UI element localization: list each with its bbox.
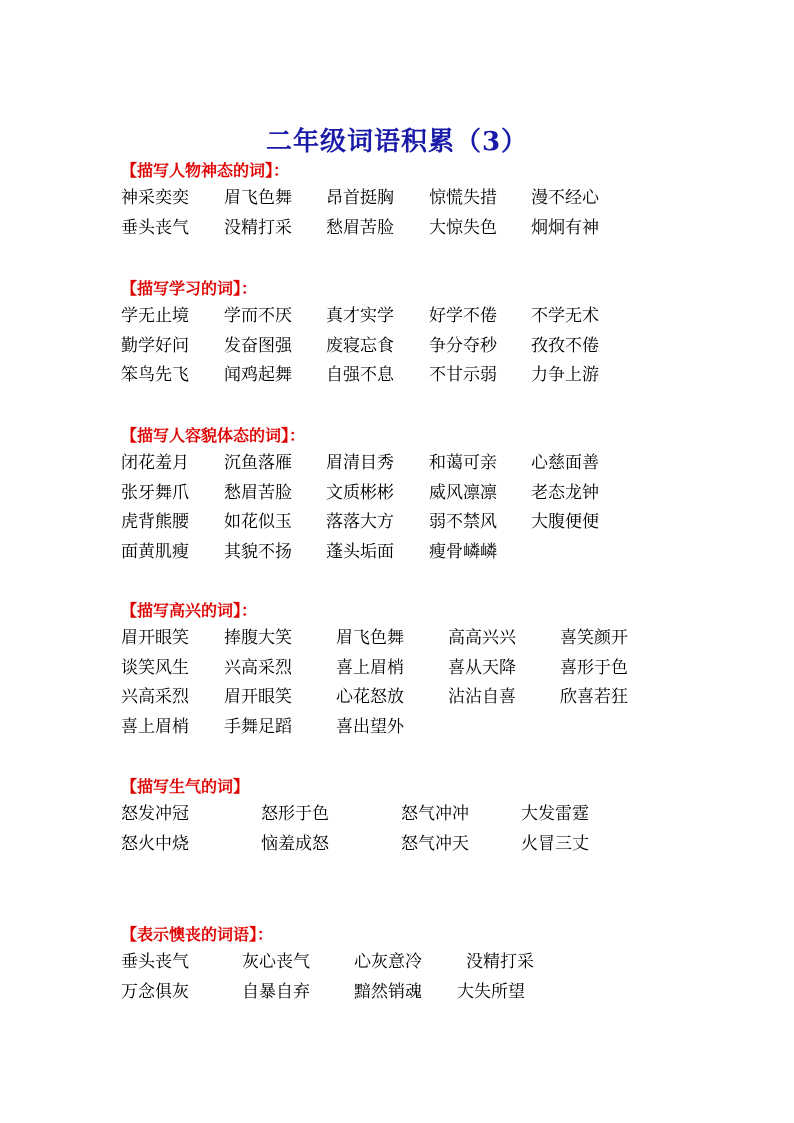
word: 喜上眉梢	[336, 657, 404, 678]
section-heading: 【描写高兴的词】：	[121, 601, 258, 620]
word-row	[121, 624, 628, 654]
word: 孜孜不倦	[531, 335, 599, 356]
word: 怒气冲冲	[401, 804, 469, 824]
section-angry	[121, 774, 589, 859]
word: 没精打采	[224, 217, 292, 238]
word: 愁眉苦脸	[326, 217, 394, 238]
word: 心灰意冷	[354, 952, 422, 972]
word-row	[121, 302, 599, 332]
section-heading: 【描写生气的词】	[121, 777, 250, 796]
word: 大失所望	[457, 981, 525, 1002]
word: 虎背熊腰	[121, 512, 189, 532]
word: 怒发冲冠	[121, 804, 189, 824]
word-row	[121, 654, 628, 684]
word: 垂头丧气	[121, 217, 189, 238]
word: 眉开眼笑	[224, 687, 292, 707]
word-row	[121, 479, 599, 509]
word: 喜上眉梢	[121, 716, 189, 737]
word: 学无止境	[121, 306, 189, 326]
word: 心花怒放	[336, 687, 404, 707]
word: 喜笑颜开	[560, 628, 628, 648]
word: 文质彬彬	[326, 482, 394, 503]
word: 沾沾自喜	[448, 687, 516, 707]
section-happy	[121, 598, 628, 742]
word: 怒气冲天	[401, 833, 469, 854]
word: 自强不息	[326, 365, 394, 385]
word: 真才实学	[326, 306, 394, 326]
word: 和蔼可亲	[429, 453, 497, 473]
word: 怒形于色	[261, 804, 329, 824]
word: 眉开眼笑	[121, 628, 189, 648]
word: 闻鸡起舞	[224, 365, 292, 385]
section-study	[121, 276, 599, 391]
word: 勤学好问	[121, 335, 189, 356]
word: 不甘示弱	[429, 365, 497, 385]
section-expression	[121, 158, 599, 243]
word: 怒火中烧	[121, 833, 189, 854]
word: 眉清目秀	[326, 453, 394, 473]
word-row	[121, 713, 404, 743]
word: 蓬头垢面	[326, 541, 394, 562]
word: 愁眉苦脸	[224, 482, 292, 503]
word: 大发雷霆	[521, 804, 589, 824]
section-heading: 【表示懊丧的词语】：	[121, 925, 274, 944]
section-heading: 【描写学习的词】：	[121, 279, 258, 298]
word: 弱不禁风	[429, 512, 497, 532]
word: 火冒三丈	[521, 833, 589, 854]
word: 欣喜若狂	[560, 687, 628, 707]
word: 其貌不扬	[224, 541, 292, 562]
word-row	[121, 683, 628, 713]
word: 眉飞色舞	[224, 188, 292, 208]
word: 万念俱灰	[121, 981, 189, 1002]
word: 神采奕奕	[121, 188, 189, 208]
word: 瘦骨嶙嶙	[429, 541, 497, 562]
word-row	[121, 508, 599, 538]
word-row	[121, 332, 599, 362]
word: 恼羞成怒	[261, 833, 329, 854]
word: 威风凛凛	[429, 482, 497, 503]
word: 喜从天降	[448, 657, 516, 678]
word-row	[121, 184, 599, 214]
word: 谈笑风生	[121, 657, 189, 678]
word: 喜出望外	[336, 716, 404, 737]
page-title: 二年级词语积累（3）	[265, 127, 529, 157]
word-row	[121, 800, 589, 830]
word: 喜形于色	[560, 657, 628, 678]
word-row	[121, 948, 534, 978]
word: 炯炯有神	[531, 217, 599, 238]
section-appearance	[121, 423, 599, 567]
word: 学而不厌	[224, 306, 292, 326]
word: 捧腹大笑	[224, 628, 292, 648]
word: 黯然销魂	[354, 981, 422, 1002]
word: 废寝忘食	[326, 335, 394, 356]
word: 面黄肌瘦	[121, 541, 189, 562]
word: 张牙舞爪	[121, 482, 189, 503]
word: 兴高采烈	[224, 657, 292, 678]
word: 争分夺秒	[429, 335, 497, 356]
word: 不学无术	[531, 306, 599, 326]
word: 没精打采	[466, 952, 534, 972]
word: 好学不倦	[429, 306, 497, 326]
word: 如花似玉	[224, 512, 292, 532]
word-row	[121, 978, 525, 1008]
word: 大腹便便	[531, 512, 599, 532]
word: 灰心丧气	[242, 952, 310, 972]
word-row	[121, 361, 599, 391]
word: 自暴自弃	[242, 981, 310, 1002]
word: 兴高采烈	[121, 687, 189, 707]
word: 落落大方	[326, 512, 394, 532]
word-row	[121, 830, 589, 860]
word: 闭花羞月	[121, 453, 189, 473]
word: 垂头丧气	[121, 952, 189, 972]
word-row	[121, 449, 599, 479]
word: 手舞足蹈	[224, 716, 292, 737]
word: 老态龙钟	[531, 482, 599, 503]
word: 高高兴兴	[448, 628, 516, 648]
section-dejected	[121, 922, 534, 1007]
word-row	[121, 214, 599, 244]
word: 力争上游	[531, 365, 599, 385]
word: 心慈面善	[531, 453, 599, 473]
word: 笨鸟先飞	[121, 365, 189, 385]
word: 昂首挺胸	[326, 188, 394, 208]
word: 发奋图强	[224, 335, 292, 356]
word: 眉飞色舞	[336, 628, 404, 648]
word: 惊慌失措	[429, 188, 497, 208]
section-heading: 【描写人容貌体态的词】：	[121, 426, 306, 445]
word: 漫不经心	[531, 188, 599, 208]
word: 大惊失色	[429, 217, 497, 238]
word-row	[121, 538, 497, 568]
section-heading: 【描写人物神态的词】：	[121, 161, 290, 180]
word: 沉鱼落雁	[224, 453, 292, 473]
